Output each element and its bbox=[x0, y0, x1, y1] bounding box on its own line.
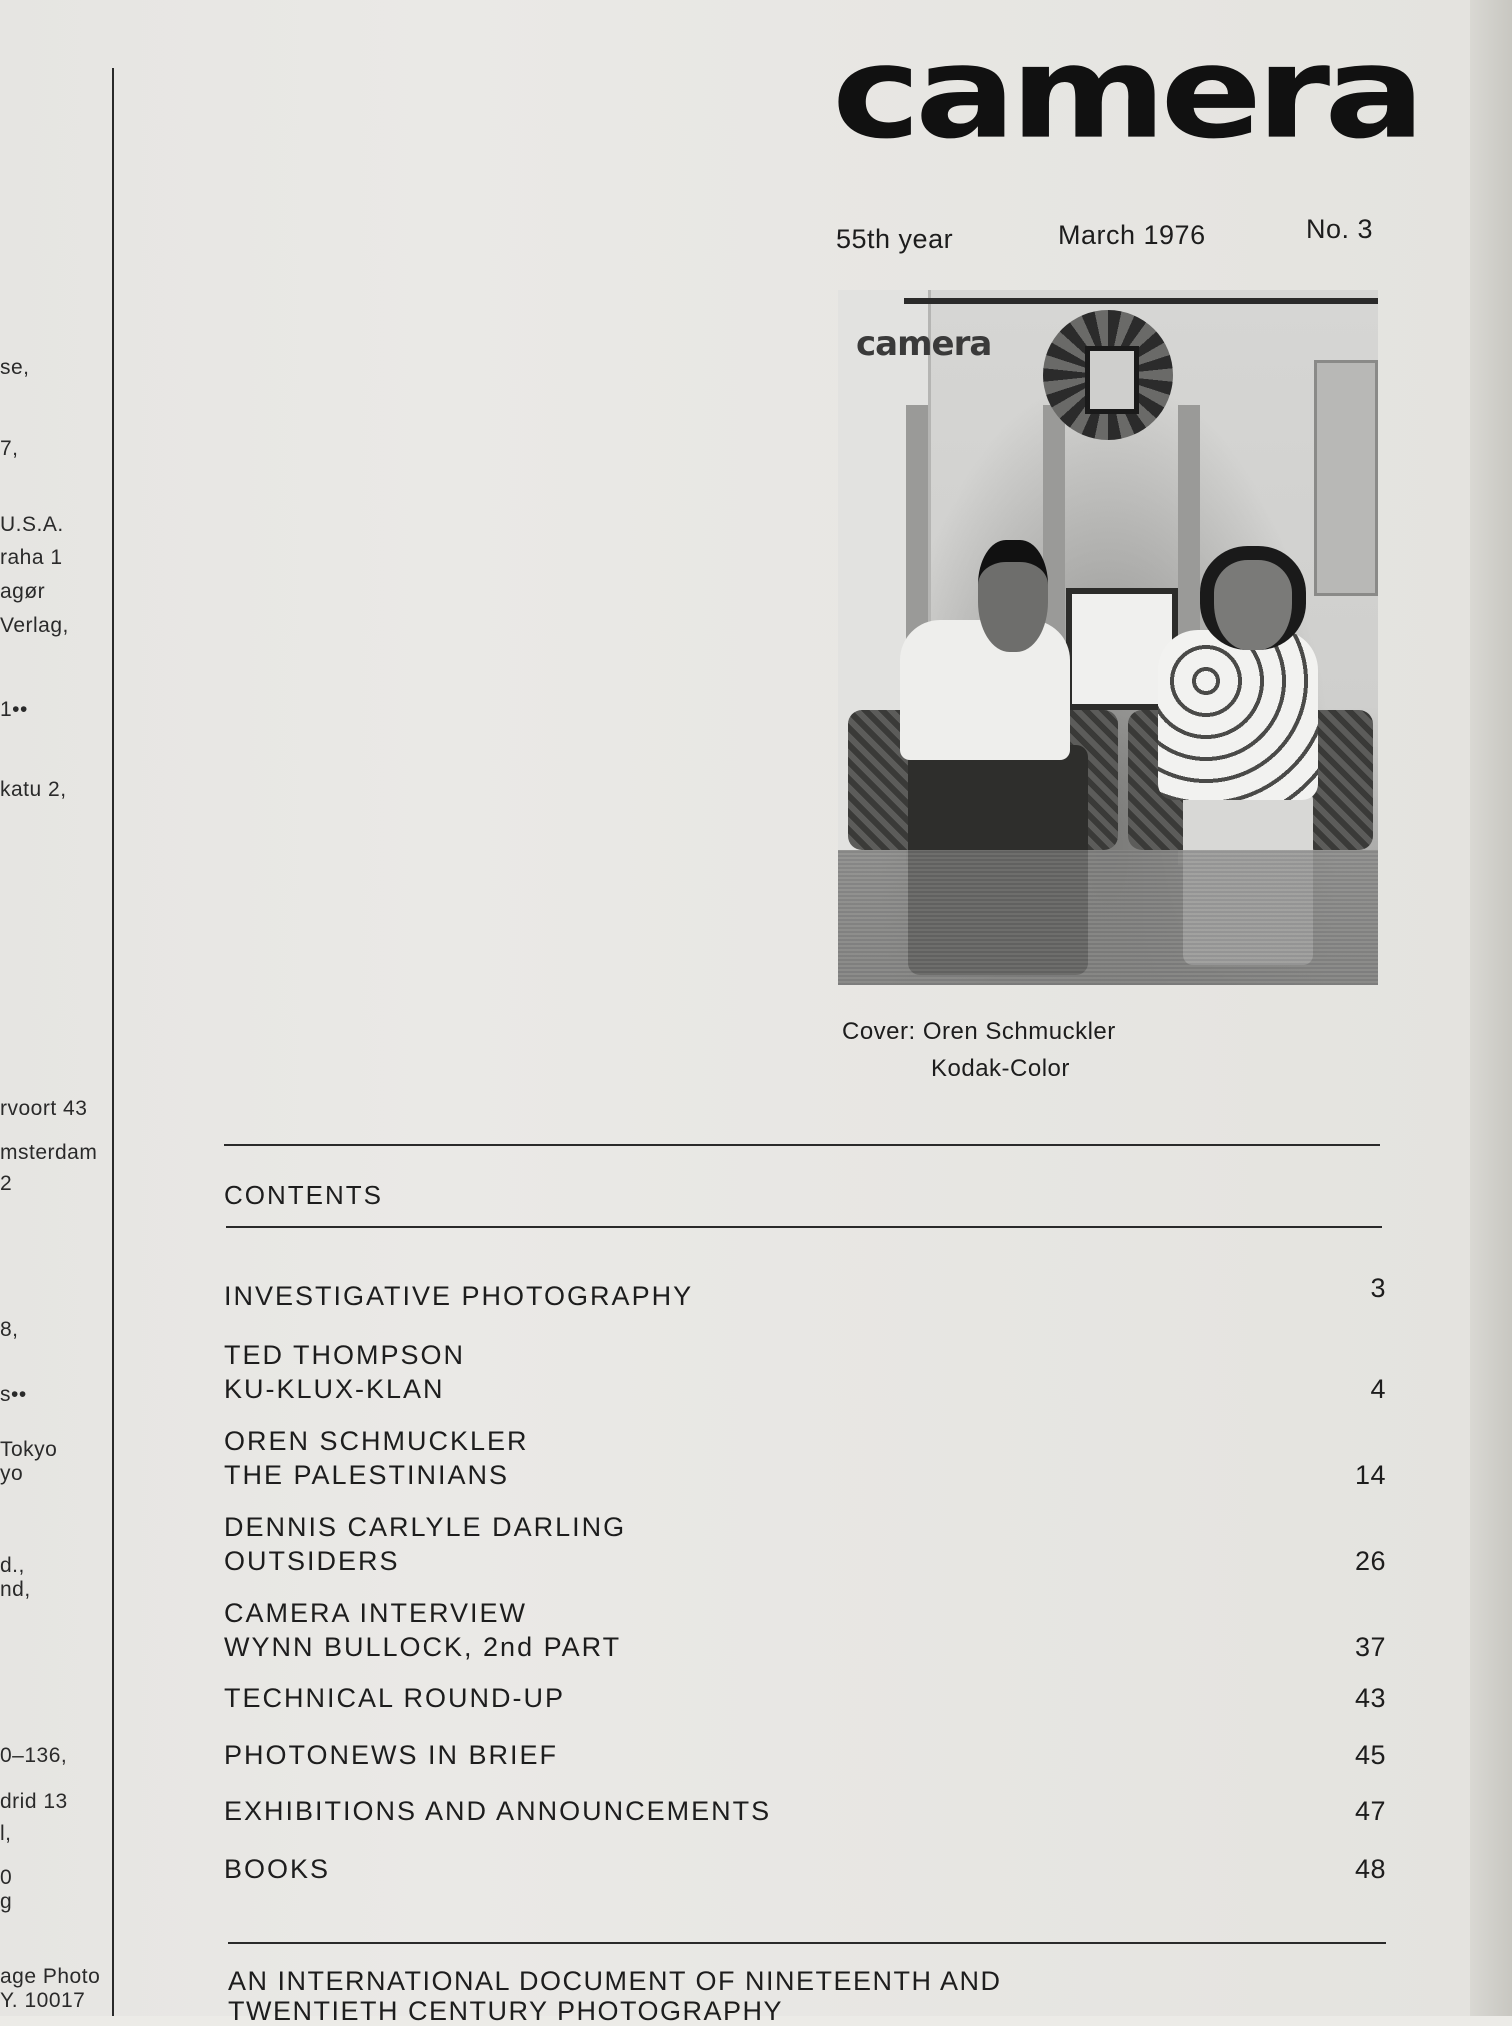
tagline-line-1: AN INTERNATIONAL DOCUMENT OF NINETEENTH AND bbox=[228, 1966, 1002, 1996]
margin-fragment: Y. 10017 bbox=[0, 1989, 86, 2012]
entry-title: THE PALESTINIANS bbox=[224, 1460, 510, 1490]
seated-woman-head bbox=[1200, 546, 1306, 650]
entry-title: KU-KLUX-KLAN bbox=[224, 1374, 445, 1404]
entry-title: PHOTONEWS IN BRIEF bbox=[224, 1740, 559, 1770]
entry-title: WYNN BULLOCK, 2nd PART bbox=[224, 1632, 622, 1662]
seated-man bbox=[900, 620, 1070, 760]
cover-photograph bbox=[838, 290, 1378, 985]
entry-title: BOOKS bbox=[224, 1854, 331, 1884]
entry-title: TECHNICAL ROUND-UP bbox=[224, 1683, 566, 1713]
curtain-rail bbox=[904, 298, 1378, 304]
column-divider bbox=[112, 68, 114, 2016]
entry-page-number: 3 bbox=[1370, 1273, 1386, 1303]
margin-fragment: 7, bbox=[0, 437, 19, 460]
seated-woman bbox=[1158, 630, 1318, 800]
margin-fragment: age Photo bbox=[0, 1965, 101, 1988]
margin-fragment: nd, bbox=[0, 1578, 31, 1601]
entry-title: EXHIBITIONS AND ANNOUNCEMENTS bbox=[224, 1796, 772, 1826]
margin-fragment: 1•• bbox=[0, 698, 28, 721]
entry-author: OREN SCHMUCKLER bbox=[224, 1426, 529, 1456]
margin-fragment: 0 bbox=[0, 1866, 13, 1889]
cover-camera-logo: camera bbox=[856, 324, 992, 364]
issue-number: No. 3 bbox=[1306, 214, 1374, 244]
margin-fragment: msterdam bbox=[0, 1141, 98, 1164]
entry-author: CAMERA INTERVIEW bbox=[224, 1598, 528, 1628]
entry-author: DENNIS CARLYLE DARLING bbox=[224, 1512, 627, 1542]
margin-fragment: Tokyo bbox=[0, 1438, 58, 1461]
entry-page-number: 26 bbox=[1354, 1546, 1386, 1576]
margin-fragment: 8, bbox=[0, 1318, 19, 1341]
window bbox=[1314, 360, 1378, 596]
cover-credit: Cover: Oren Schmuckler bbox=[842, 1018, 1116, 1045]
margin-fragment: s•• bbox=[0, 1383, 27, 1406]
tagline-line-2: TWENTIETH CENTURY PHOTOGRAPHY bbox=[228, 1996, 784, 2026]
margin-fragment: 2 bbox=[0, 1172, 13, 1195]
margin-fragment: U.S.A. bbox=[0, 513, 64, 536]
contents-entry bbox=[224, 1794, 1386, 1828]
margin-fragment: rvoort 43 bbox=[0, 1097, 88, 1120]
contents-heading: CONTENTS bbox=[224, 1180, 383, 1210]
entry-page-number: 48 bbox=[1354, 1854, 1386, 1884]
entry-page-number: 37 bbox=[1354, 1632, 1386, 1662]
entry-page-number: 4 bbox=[1370, 1374, 1386, 1404]
margin-fragment: g bbox=[0, 1890, 13, 1913]
tagline bbox=[228, 1966, 1002, 2026]
page-edge bbox=[1470, 0, 1512, 2016]
contents-entry bbox=[224, 1596, 1386, 1664]
rule-bottom bbox=[228, 1942, 1386, 1944]
cover-film: Kodak-Color bbox=[931, 1055, 1070, 1082]
issue-date: March 1976 bbox=[1058, 220, 1206, 250]
entry-page-number: 45 bbox=[1354, 1740, 1386, 1770]
entry-title: OUTSIDERS bbox=[224, 1546, 400, 1576]
contents-entry bbox=[224, 1338, 1386, 1406]
margin-fragment: raha 1 bbox=[0, 546, 63, 569]
rule-top bbox=[224, 1144, 1380, 1146]
margin-fragment: se, bbox=[0, 356, 30, 379]
entry-author: TED THOMPSON bbox=[224, 1340, 466, 1370]
contents-entry bbox=[224, 1510, 1386, 1578]
margin-fragment: Verlag, bbox=[0, 614, 69, 637]
entry-page-number: 47 bbox=[1354, 1796, 1386, 1826]
rule-below-heading bbox=[226, 1226, 1382, 1228]
contents-entry bbox=[224, 1424, 1386, 1492]
seated-man-head bbox=[978, 540, 1048, 652]
carpet-floor bbox=[838, 850, 1378, 985]
contents-entry bbox=[224, 1852, 1386, 1886]
contents-entry bbox=[224, 1273, 1386, 1313]
margin-fragment: 0–136, bbox=[0, 1744, 68, 1767]
contents-entry bbox=[224, 1681, 1386, 1715]
entry-page-number: 43 bbox=[1354, 1683, 1386, 1713]
margin-fragment: drid 13 bbox=[0, 1790, 68, 1813]
margin-fragment: d., bbox=[0, 1554, 25, 1577]
margin-fragment: yo bbox=[0, 1462, 24, 1485]
wreath-portrait bbox=[1043, 310, 1173, 440]
contents-entry bbox=[224, 1738, 1386, 1772]
entry-title: INVESTIGATIVE PHOTOGRAPHY bbox=[224, 1281, 694, 1311]
left-margin-column bbox=[0, 0, 112, 2016]
margin-fragment: l, bbox=[0, 1822, 12, 1845]
margin-fragment: agør bbox=[0, 580, 46, 603]
margin-fragment: katu 2, bbox=[0, 778, 67, 801]
camera-logo: camera bbox=[832, 19, 1420, 168]
entry-page-number: 14 bbox=[1354, 1460, 1386, 1490]
volume-year: 55th year bbox=[836, 224, 954, 254]
